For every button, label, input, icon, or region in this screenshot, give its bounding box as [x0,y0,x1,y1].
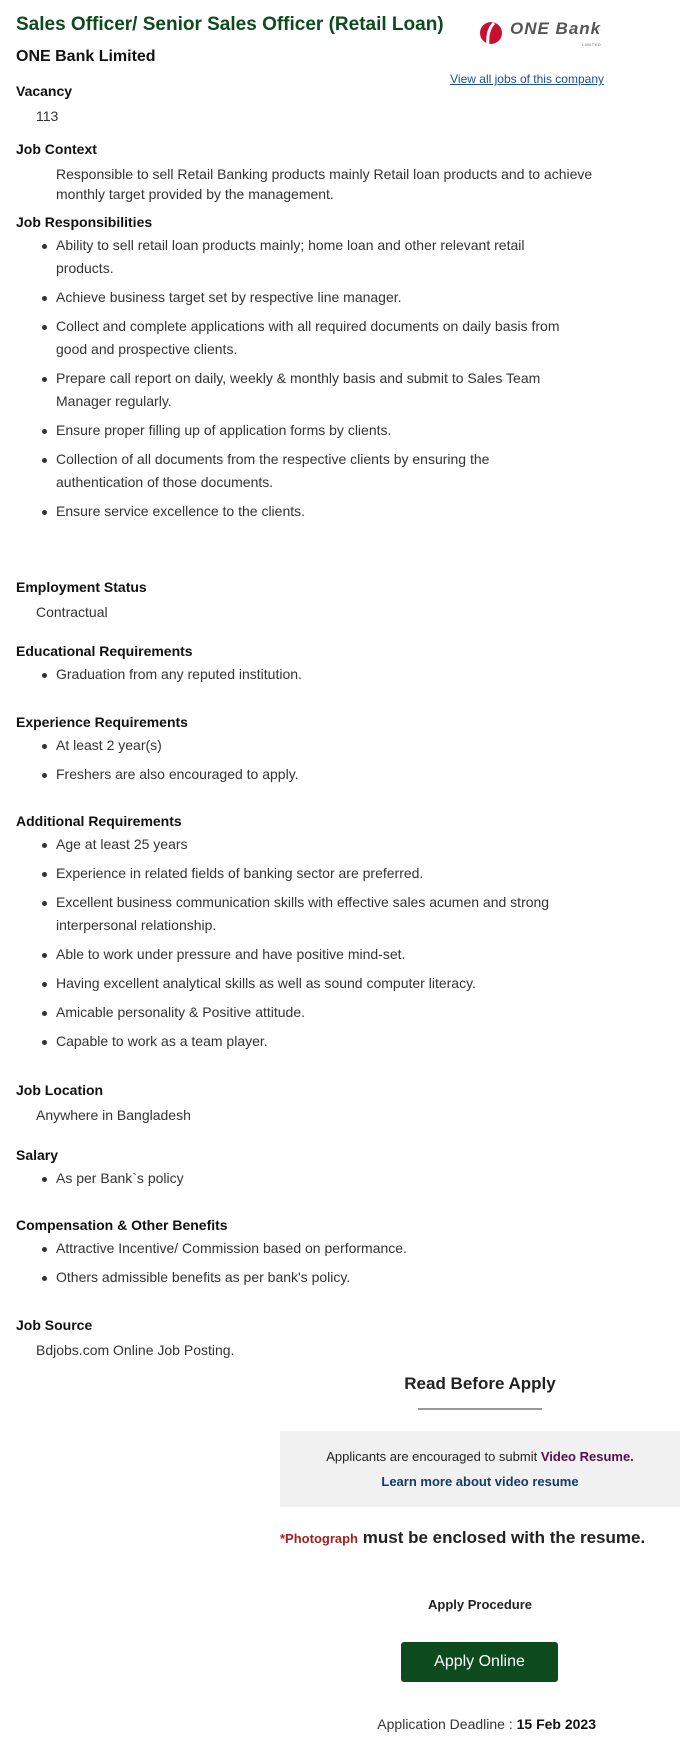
section-heading: Job Responsibilities [16,214,153,230]
experience-list [16,734,606,786]
list-item: Prepare call report on daily, weekly & monthly basis and submit to Sales Team Manager regularly. [16,367,566,413]
education-list [16,663,606,686]
section-salary [16,1146,606,1196]
section-vacancy [16,82,606,125]
section-job-context [16,140,606,204]
view-all-jobs-link[interactable]: View all jobs of this company [450,72,604,86]
section-heading: Compensation & Other Benefits [16,1217,228,1233]
company-logo [478,18,606,48]
list-item: Amicable personality & Positive attitude. [16,1001,566,1024]
photograph-required-label: *Photograph [280,1531,358,1546]
apply-procedure-label: Apply Procedure [427,1597,533,1612]
photograph-notice-text: must be enclosed with the resume. [362,1528,646,1547]
list-item: Having excellent analytical skills as well as sound computer literacy. [16,972,566,995]
list-item: Freshers are also encouraged to apply. [16,763,566,786]
logo-text: ONE Bank [510,19,602,38]
employment-status-value: Contractual [36,604,108,620]
responsibilities-list [16,234,606,523]
section-heading: Vacancy [16,83,73,99]
list-item: Collection of all documents from the respective clients by ensuring the authentication of those documents. [16,448,566,494]
list-item: Ensure proper filling up of application forms by clients. [16,419,566,442]
section-heading: Experience Requirements [16,714,188,730]
compensation-list [16,1237,606,1289]
apply-online-button[interactable]: Apply Online [401,1642,558,1682]
section-job-location [16,1081,606,1124]
list-item: Age at least 25 years [16,833,566,856]
video-resume-notice [280,1431,680,1507]
list-item: Ability to sell retail loan products mainly; home loan and other relevant retail products. [16,234,566,280]
section-additional-requirements [16,812,606,1059]
job-context-text: Responsible to sell Retail Banking products mainly Retail loan products and to achieve monthly target provided by the management. [56,166,593,202]
application-deadline [377,1716,596,1732]
list-item: Others admissible benefits as per bank's policy. [16,1266,566,1289]
list-item: Collect and complete applications with all required documents on daily basis from good and prospective clients. [16,315,566,361]
read-before-apply-heading: Read Before Apply [404,1374,556,1393]
list-item: Able to work under pressure and have positive mind-set. [16,943,566,966]
list-item: Excellent business communication skills with effective sales acumen and strong interpersonal relationship. [16,891,566,937]
section-heading: Job Location [16,1082,104,1098]
section-heading: Additional Requirements [16,813,182,829]
list-item: Capable to work as a team player. [16,1030,566,1053]
section-job-responsibilities [16,213,606,529]
video-resume-highlight: Video Resume. [540,1449,634,1464]
list-item: Graduation from any reputed institution. [16,663,566,686]
section-heading: Employment Status [16,579,147,595]
section-compensation [16,1216,606,1295]
job-source-value: Bdjobs.com Online Job Posting. [36,1342,235,1358]
job-location-value: Anywhere in Bangladesh [36,1107,191,1123]
photograph-notice [280,1528,682,1548]
additional-requirements-list [16,833,606,1053]
learn-video-resume-link[interactable]: Learn more about video resume [381,1474,579,1489]
section-heading: Salary [16,1147,59,1163]
list-item: Ensure service excellence to the clients. [16,500,566,523]
section-heading: Job Source [16,1317,93,1333]
vacancy-value: 113 [36,108,59,124]
list-item: At least 2 year(s) [16,734,566,757]
salary-list [16,1167,606,1190]
section-experience-requirements [16,713,606,792]
list-item: Achieve business target set by respective line manager. [16,286,566,309]
section-job-source [16,1316,606,1359]
company-name: ONE Bank Limited [16,48,156,65]
deadline-value: 15 Feb 2023 [516,1716,596,1732]
section-employment-status [16,578,606,621]
list-item: As per Bank`s policy [16,1167,566,1190]
list-item: Experience in related fields of banking sector are preferred. [16,862,566,885]
section-heading: Educational Requirements [16,643,193,659]
divider [418,1408,542,1410]
one-bank-logo-mark-icon [478,20,504,46]
section-educational-requirements [16,642,606,692]
video-resume-text-line [280,1449,680,1464]
section-heading: Job Context [16,141,97,157]
logo-subtext: LIMITED [582,42,602,47]
job-title: Sales Officer/ Senior Sales Officer (Retail Loan) [16,14,444,35]
list-item: Attractive Incentive/ Commission based on performance. [16,1237,566,1260]
deadline-label: Application Deadline : [377,1716,513,1732]
video-resume-text: Applicants are encouraged to submit [326,1449,538,1464]
